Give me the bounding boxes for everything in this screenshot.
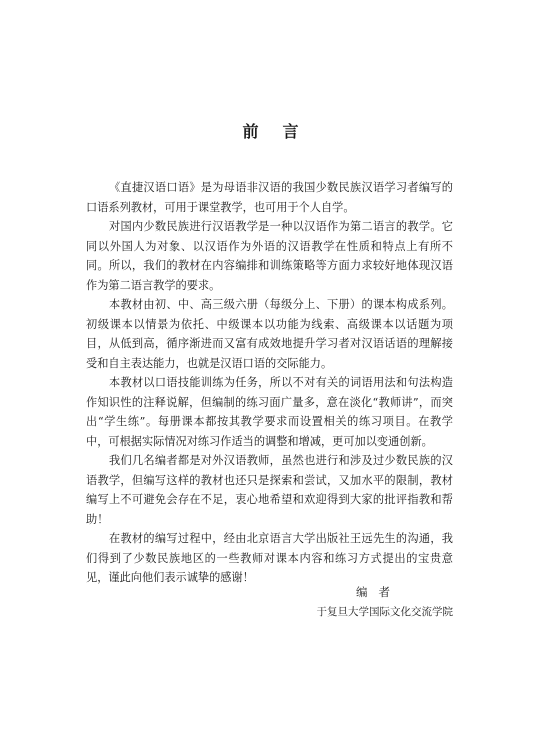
page-title: 前言 xyxy=(242,122,323,141)
signature-role: 编者 xyxy=(356,585,401,599)
paragraph-1: 《直捷汉语口语》是为母语非汉语的我国少数民族汉语学习者编写的口语系列教材，可用于课堂教学，也可用于个人自学。 xyxy=(86,181,453,214)
paragraph-5: 我们几名编者都是对外汉语教师，虽然也进行和涉及过少数民族的汉语教学，但编写这样的教材也还只是探索和尝试，又加水平的限制，教材编写上不可避免会存在不足，衷心地希望和欢迎得到大家的批评指教和帮助！ xyxy=(86,454,453,526)
paragraph-3: 本教材由初、中、高三级六册（每级分上、下册）的课本构成系列。初级课本以情景为依托、中级课本以功能为线索、高级课本以话题为项目，从低到高，循序渐进而又富有成效地提升学习者对汉语话语的理解接受和自主表达能力，也就是汉语口语的交际能力。 xyxy=(86,298,453,370)
signature-organization: 于复旦大学国际文化交流学院 xyxy=(316,606,453,618)
paragraph-6: 在教材的编写过程中，经由北京语言大学出版社王远先生的沟通，我们得到了少数民族地区的一些教师对课本内容和练习方式提出的宝贵意见，谨此向他们表示诚挚的感谢！ xyxy=(86,532,453,584)
paragraph-2: 对国内少数民族进行汉语教学是一种以汉语作为第二语言的教学。它同以外国人为对象、以汉语作为外语的汉语教学在性质和特点上有所不同。所以，我们的教材在内容编排和训练策略等方面力求较好地体现汉语作为第二语言教学的要求。 xyxy=(86,220,453,292)
paragraph-4: 本教材以口语技能训练为任务，所以不对有关的词语用法和句法构造作知识性的注释说解，但编制的练习面广量多，意在淡化“教师讲”，而突出“学生练”。每册课本都按其教学要求而设置相关的练习项目。在教学中，可根据实际情况对练习作适当的调整和增减，更可加以变通创新。 xyxy=(86,376,453,448)
preface-body xyxy=(86,178,453,588)
